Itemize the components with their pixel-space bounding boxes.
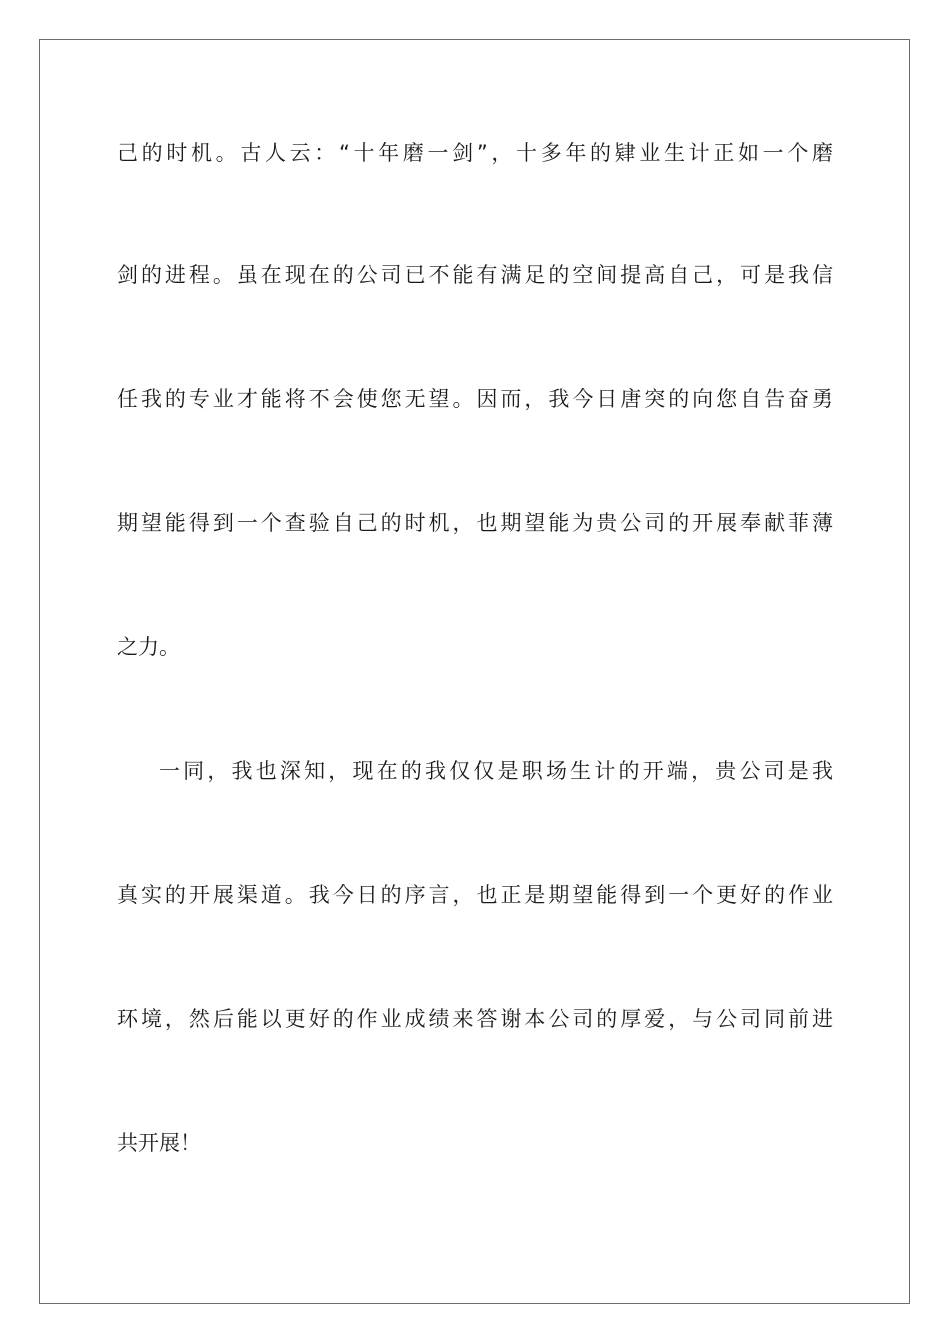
paragraph-line-2: 剑的进程。虽在现在的公司已不能有满足的空间提高自己，可是我信 [117, 263, 833, 287]
paragraph-line-1: 己的时机。古人云：“十年磨一剑”，十多年的肄业生计正如一个磨 [117, 141, 833, 165]
paragraph-line-3: 任我的专业才能将不会使您无望。因而，我今日唐突的向您自告奋勇 [117, 387, 833, 411]
paragraph-line-5: 之力。 [117, 635, 180, 659]
paragraph-line-4: 期望能得到一个查验自己的时机，也期望能为贵公司的开展奉献菲薄 [117, 511, 833, 535]
paragraph-line-6: 一同，我也深知，现在的我仅仅是职场生计的开端，贵公司是我 [159, 759, 833, 783]
page-frame [39, 39, 910, 1304]
paragraph-line-8: 环境，然后能以更好的作业成绩来答谢本公司的厚爱，与公司同前进 [117, 1007, 833, 1031]
paragraph-line-7: 真实的开展渠道。我今日的序言，也正是期望能得到一个更好的作业 [117, 883, 833, 907]
paragraph-line-9: 共开展！ [117, 1131, 201, 1155]
